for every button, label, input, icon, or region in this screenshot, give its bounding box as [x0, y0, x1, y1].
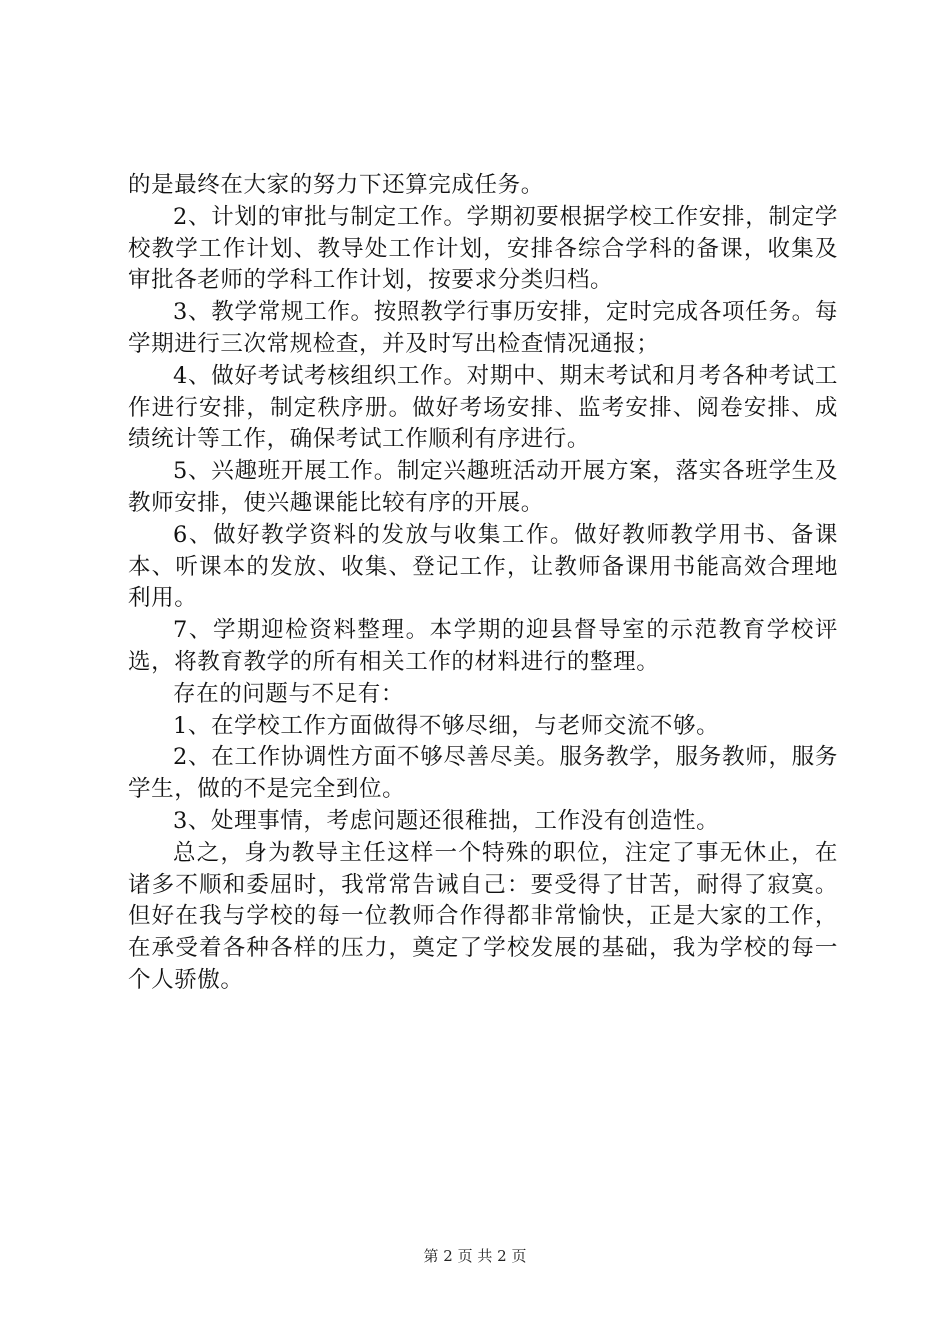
problem-item-2: 2、在工作协调性方面不够尽善尽美。服务教学，服务教师，服务学生，做的不是完全到位。: [128, 744, 838, 803]
document-body: [128, 170, 838, 997]
paragraph-item-5: 5、兴趣班开展工作。制定兴趣班活动开展方案，落实各班学生及教师安排，使兴趣课能比较有序的开展。: [128, 458, 838, 516]
page-footer: 第 2 页 共 2 页: [423, 1247, 527, 1265]
problem-item-1: 1、在学校工作方面做得不够尽细，与老师交流不够。: [173, 712, 720, 739]
paragraph-item-6: 6、做好教学资料的发放与收集工作。做好教师教学用书、备课本、听课本的发放、收集、登记工作，让教师备课用书能高效合理地利用。: [128, 521, 838, 612]
paragraph-continuation: 的是最终在大家的努力下还算完成任务。: [128, 172, 544, 198]
summary-paragraph: 总之，身为教导主任这样一个特殊的职位，注定了事无休止，在诸多不顺和委屈时，我常常告诫自己：要受得了甘苦，耐得了寂寞。但好在我与学校的每一位教师合作得都非常愉快，正是大家的工作，在承受着各种各样的压力，奠定了学校发展的基础，我为学校的每一个人骄傲。: [128, 839, 838, 993]
problem-item-3: 3、处理事情，考虑问题还很稚拙，工作没有创造性。: [173, 807, 720, 834]
paragraph-item-2: 2、计划的审批与制定工作。学期初要根据学校工作安排，制定学校教学工作计划、教导处工作计划，安排各综合学科的备课，收集及审批各老师的学科工作计划，按要求分类归档。: [128, 203, 838, 294]
problems-heading: 存在的问题与不足有：: [173, 680, 405, 707]
paragraph-item-7: 7、学期迎检资料整理。本学期的迎县督导室的示范教育学校评选，将教育教学的所有相关工作的材料进行的整理。: [128, 617, 838, 675]
paragraph-item-3: 3、教学常规工作。按照教学行事历安排，定时完成各项任务。每学期进行三次常规检查，并及时写出检查情况通报；: [128, 299, 838, 357]
paragraph-item-4: 4、做好考试考核组织工作。对期中、期末考试和月考各种考试工作进行安排，制定秩序册。做好考场安排、监考安排、阅卷安排、成绩统计等工作，确保考试工作顺利有序进行。: [128, 362, 838, 453]
